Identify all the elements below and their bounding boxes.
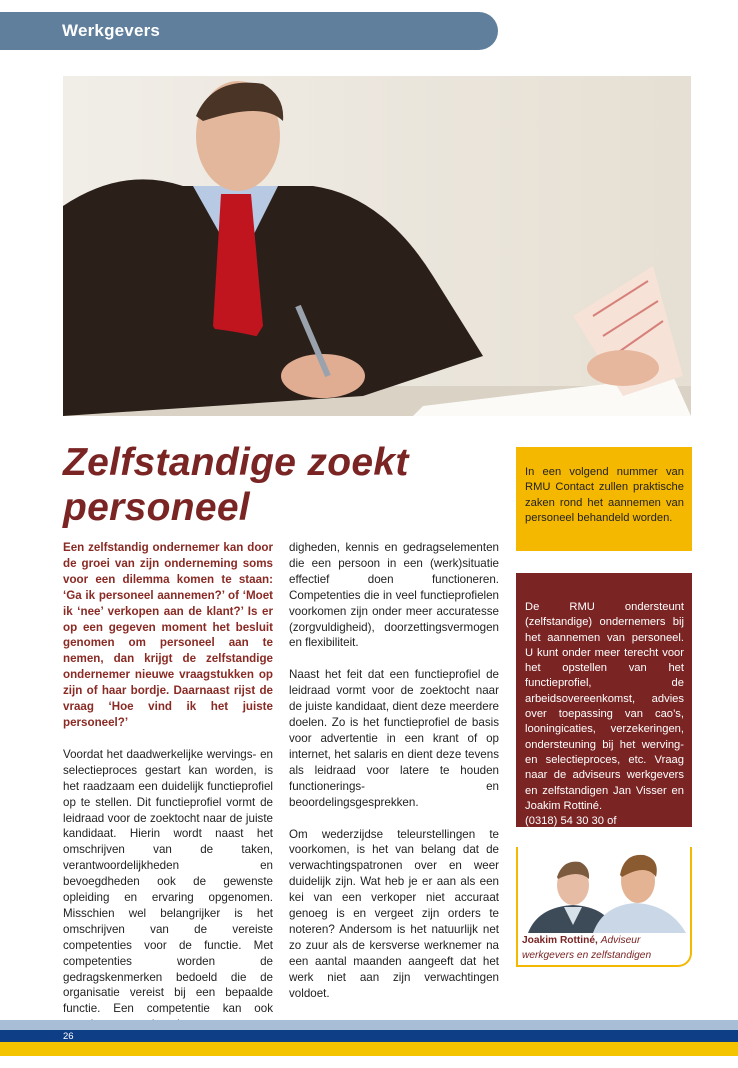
info-box-yellow: In een volgend nummer van RMU Contact zullen praktische zaken rond het aannemen van personeel behandeld worden. [516,447,692,551]
advisor-caption [522,933,690,963]
page-number: 26 [63,1031,74,1042]
section-header-bar [0,12,498,50]
contact-phone: (0318) 54 30 30 of [525,815,617,828]
footer-stripe-navy [0,1030,738,1042]
advisor-name: Joakim Rottiné, [522,935,598,946]
article-paragraph: Om wederzijdse teleurstellingen te voorkomen, is het van belang dat de verwachtingspatronen over en weer duidelijk zijn. Wat heb je er aan als een kei van een verkoper niet accuraat genoeg is en vergeet zijn orders te noteren? Andersom is het natuurlijk net zo zuur als de kersverse werknemer na een aantal maanden aangeeft dat het werk niet aan zijn verwachtingen voldoet. [289,827,499,1000]
article-paragraph: Voordat het daadwerkelijke wervings- en selectieproces gestart kan worden, is het raadzaam een duidelijk functieprofiel op te stellen. Dit functieprofiel vormt de leidraad voor de zoektocht naar de juiste kandidaat. Hierin wordt naast het omschrijven van de taken, verantwoordelijkheden en bevoegdheden ook de gewenste opleiding en ervaring opgenomen. Misschien wel belangrijker is het omschrijven van de vereiste competenties voor de functie. Met competenties worden de gedragskenmerken bedoeld die de organisatie vereist bij een bepaalde functie. Een competentie kan ook [63,747,273,1016]
footer-stripe-yellow [0,1042,738,1056]
article-lead: Een zelfstandig ondernemer kan door de groei van zijn onderneming soms voor een dilemma komen te staan: ‘Ga ik personeel aannemen?’ of ‘Moet ik ‘nee’ verkopen aan de klant?’ Is er op een gegeven moment het besluit genomen om personeel aan te nemen, dan krijgt de zelfstandige ondernemer nieuwe vraagstukken op zijn of haar bordje. Daarnaast rijst de vraag ‘Hoe vind ik het juiste personeel?’ [63,541,273,729]
article-column-1 [63,540,273,1049]
article-paragraph: digheden, kennis en gedragselementen die een persoon in een (werk)situatie effectief doen functioneren. Competenties die in veel functieprofielen voorkomen zijn onder meer accuratesse (zorgvuldigheid), doorzettingsvermogen en flexibiliteit. [289,541,499,650]
contact-email: zzp@rmu.org. [525,830,596,843]
article-headline: Zelfstandige zoekt personeel [63,441,409,529]
info-box-red [516,573,692,843]
article-paragraph: Naast het feit dat een functieprofiel de leidraad vormt voor de zoektocht naar de juiste kandidaat, dient deze meerdere doelen. Zo is het functieprofiel de basis voor advertentie in een krant of op internet, het salaris en dient deze tevens als leidraad voor latere te houden functionerings- en beoordelingsgesprekken. [289,668,499,809]
advisor-photo [518,847,692,933]
footer-stripe-light [0,1020,738,1030]
section-title: Werkgevers [62,21,161,40]
article-photo [63,76,691,416]
info-box-text: De RMU ondersteunt (zelfstandige) ondernemers bij het aannemen van personeel. U kunt onder meer terecht voor het opstellen van het functieprofiel, de arbeidsovereenkomst, advies over toepassing van cao’s, looningicaties, verzekeringen, ondersteuning bij het werving- en selectieproces, etc. Vraag naar de adviseurs werkgevers en zelfstandigen Jan Visser en Joakim Rottiné. [525,601,684,812]
article-column-2 [289,540,499,1017]
advisor-role: Adviseur werkgevers en zelfstandigen [522,935,652,961]
advisor-photo-box [516,847,692,967]
